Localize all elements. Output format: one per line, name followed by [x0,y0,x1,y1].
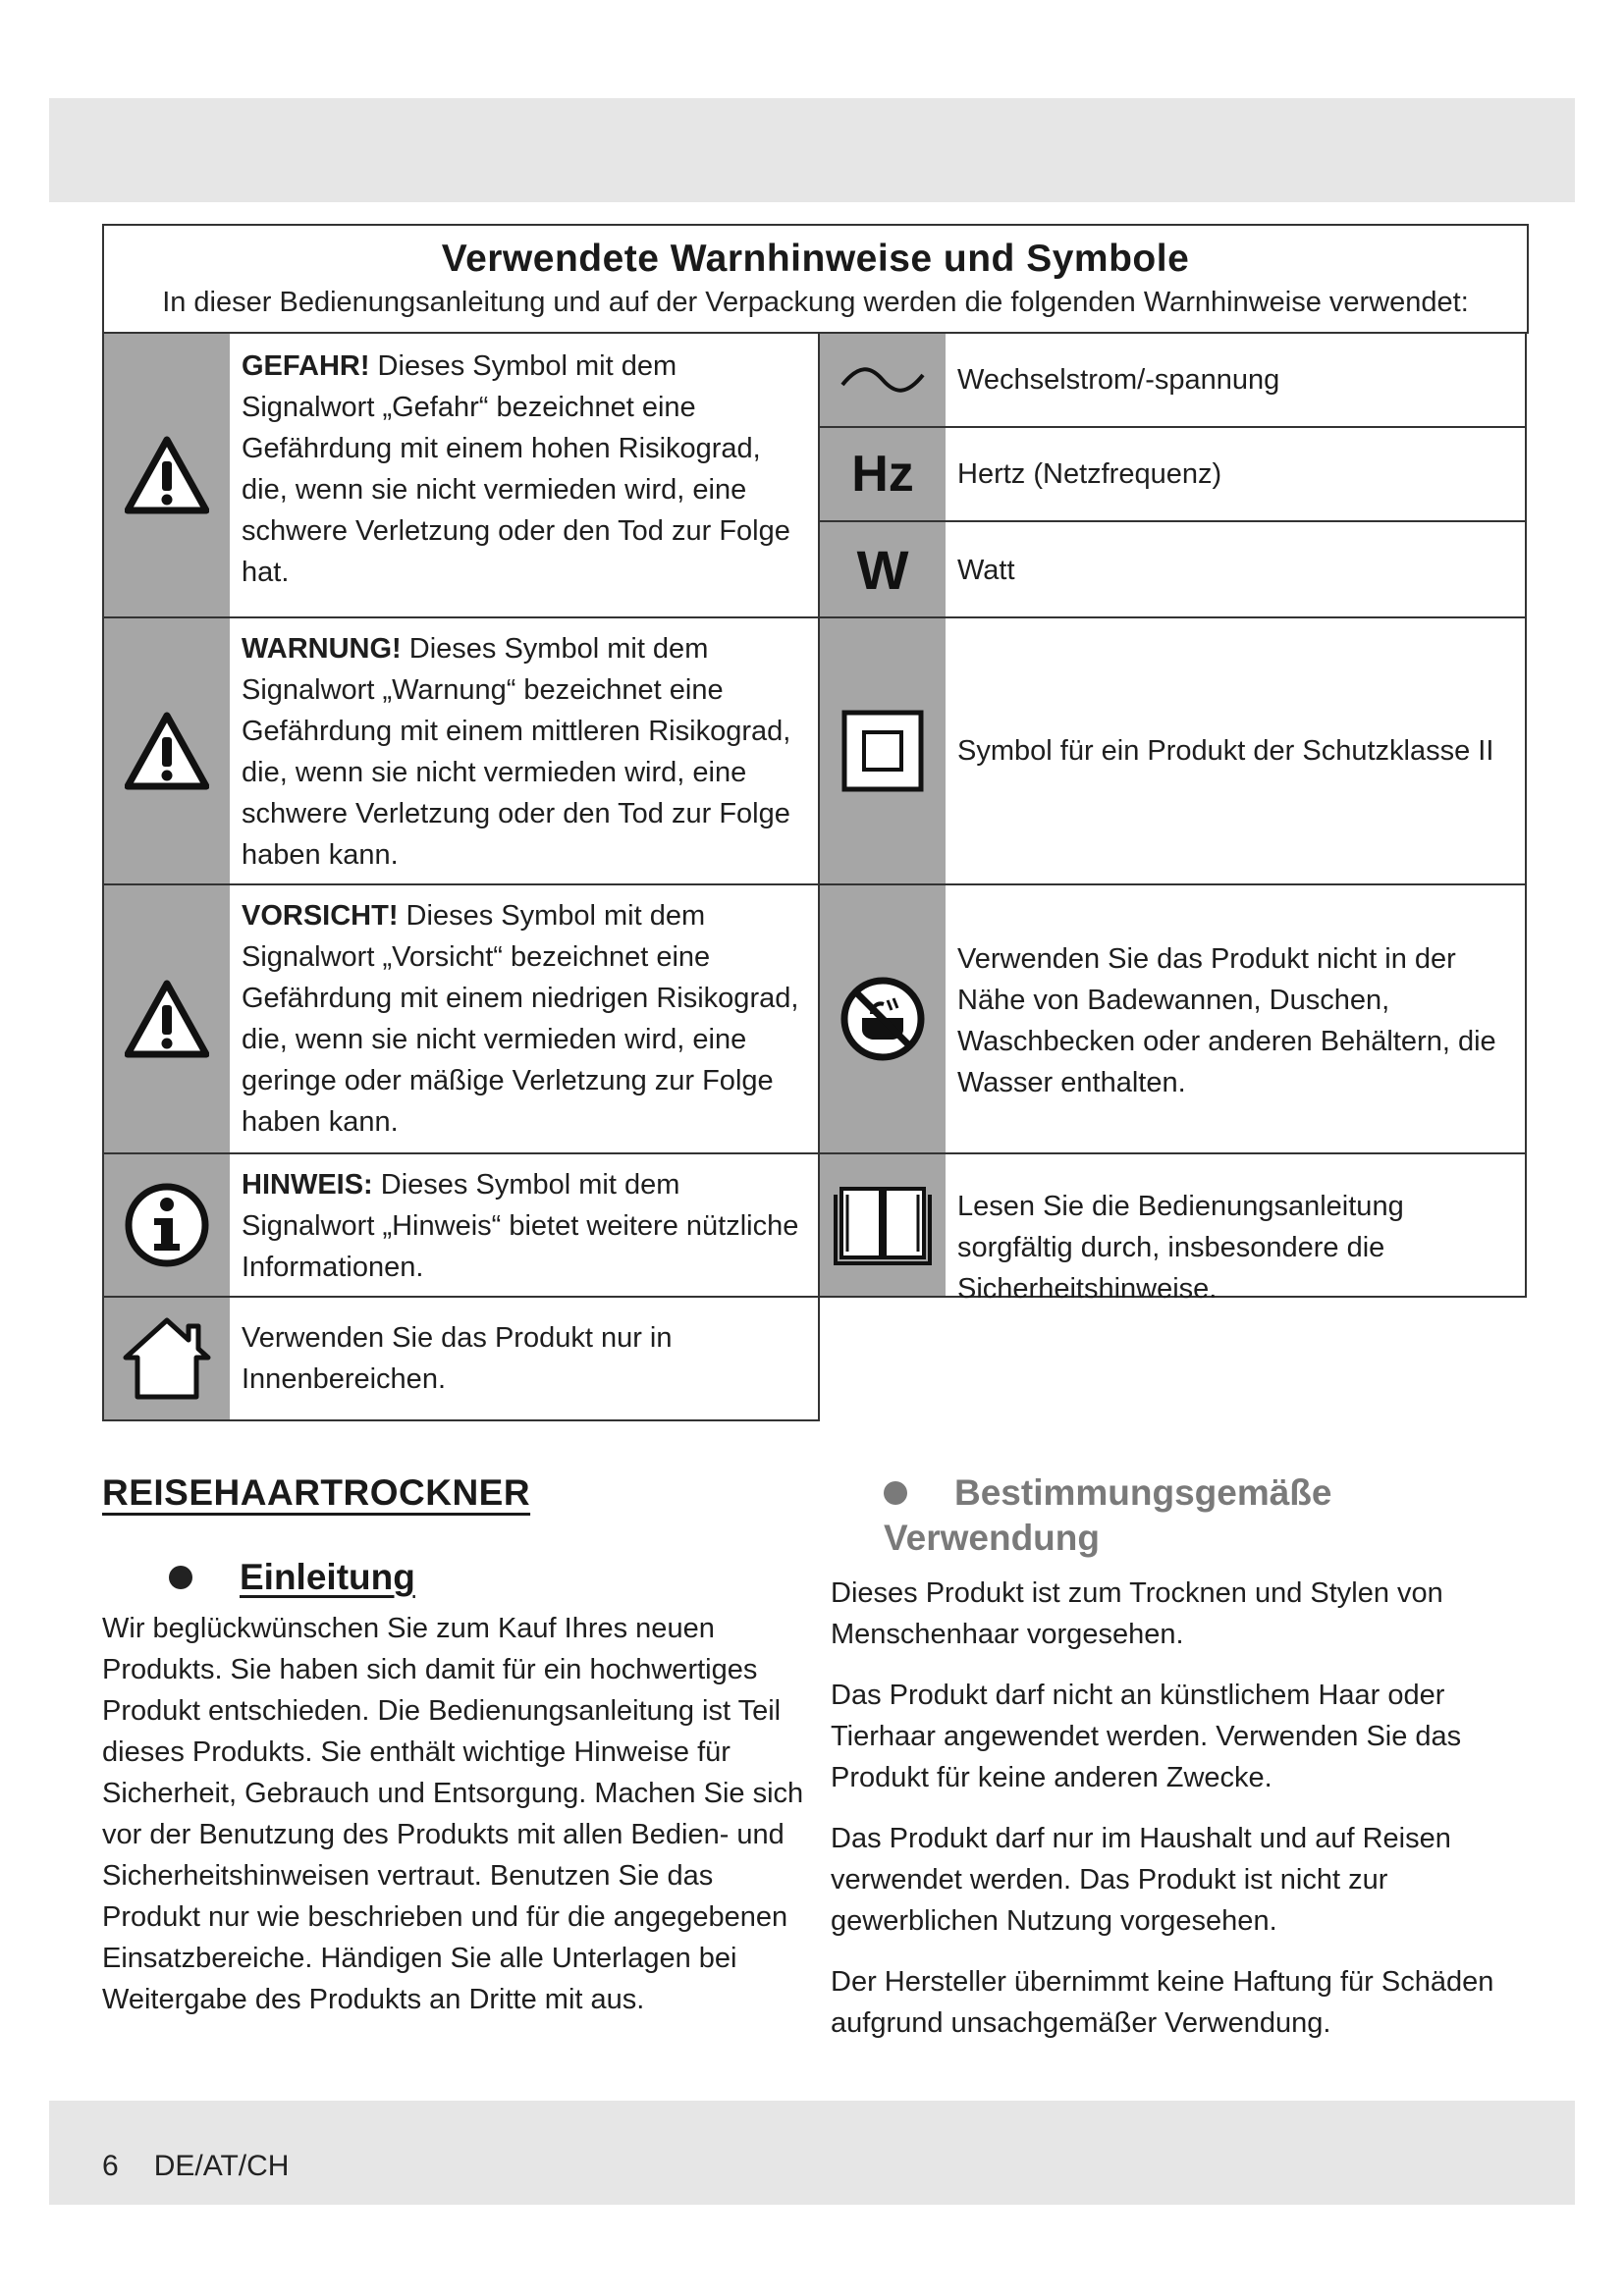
table-cell-hz [818,426,1527,522]
cell-text: VORSICHT! Dieses Symbol mit dem Signalwort „Vorsicht“ bezeichnet eine Gefährdung mit einem niedrigen Risikograd, die, wenn sie nicht vermieden wird, eine geringe oder mäßige Verletzung zur Folge haben kann. [242,900,799,1138]
footer [102,2150,324,2183]
cell-text: Watt [957,555,1015,586]
table-cell-watt [818,520,1527,618]
page-number: 6 [102,2150,119,2182]
bullet-icon [169,1566,192,1589]
cell-text: Verwenden Sie das Produkt nicht in der Nähe von Badewannen, Duschen, Waschbecken oder anderen Behältern, die Wasser enthalten. [957,943,1496,1098]
cell-text: Lesen Sie die Bedienungsanleitung sorgfältig durch, insbesondere die Sicherheitshinweise. [957,1191,1404,1305]
table-cell-warnung [102,616,820,885]
usage-paragraph: Das Produkt darf nur im Haushalt und auf Reisen verwendet werden. Das Produkt ist nicht zur gewerblichen Nutzung vorgesehen. [831,1823,1451,1937]
read-manual-icon [820,1154,946,1296]
warning-triangle-icon [104,618,230,883]
header-band [49,98,1575,202]
table-cell-ac [818,332,1527,428]
hz-icon [820,428,946,520]
left-column [102,1472,804,2020]
table-cell-innen [102,1296,820,1421]
bullet-icon [884,1481,907,1505]
table-cell-hinweis [102,1152,820,1298]
table-cell-vorsicht [102,883,820,1154]
usage-paragraph: Das Produkt darf nicht an künstlichem Haar oder Tierhaar angewendet werden. Verwenden Sie das Produkt für keine anderen Zwecke. [831,1680,1462,1793]
cell-text: GEFAHR! Dieses Symbol mit dem Signalwort „Gefahr“ bezeichnet eine Gefährdung mit einem hohen Risikograd, die, wenn sie nicht vermieden wird, eine schwere Verletzung oder den Tod zur Folge hat. [242,350,790,588]
section-heading-einleitung: Einleitung [169,1557,804,1598]
right-column [831,1472,1538,2044]
cell-text: HINWEIS: Dieses Symbol mit dem Signalwort „Hinweis“ bietet weitere nützliche Informationen. [242,1169,799,1283]
watt-symbol: W [856,538,909,601]
intro-paragraph: Wir beglückwünschen Sie zum Kauf Ihres neuen Produkts. Sie haben sich damit für ein hochwertiges Produkt entschieden. Die Bedienungsanleitung ist Teil dieses Produkts. Sie enthält wichtige Hinweise für Sicherheit, Gebrauch und Entsorgung. Machen Sie sich vor der Benutzung des Produkts mit allen Bedien- und Sicherheitshinweisen vertraut. Benutzen Sie das Produkt nur wie beschrieben und für die angegebenen Einsatzbereiche. Händigen Sie alle Unterlagen bei Weitergabe des Produkts an Dritte mit aus. [102,1613,804,2015]
usage-paragraph: Dieses Produkt ist zum Trocknen und Stylen von Menschenhaar vorgesehen. [831,1577,1443,1650]
cell-text: WARNUNG! Dieses Symbol mit dem Signalwort „Warnung“ bezeichnet eine Gefährdung mit einem mittleren Risikograd, die, wenn sie nicht vermieden wird, eine schwere Verletzung oder den Tod zur Folge haben kann. [242,633,791,871]
hz-symbol: Hz [851,446,914,503]
table-header [102,224,1529,334]
cell-text: Verwenden Sie das Produkt nur in Innenbereichen. [242,1322,673,1395]
no-bathtub-icon [820,885,946,1152]
alternating-current-icon [820,334,946,426]
warning-triangle-icon [104,334,230,616]
cell-text: Wechselstrom/-spannung [957,364,1280,396]
table-title: Verwendete Warnhinweise und Symbole [441,238,1190,280]
table-subtitle: In dieser Bedienungsanleitung und auf der Verpackung werden die folgenden Warnhinweise verwendet: [162,287,1469,318]
house-icon [104,1298,230,1419]
table-cell-wasser [818,883,1527,1154]
table-cell-gefahr [102,332,820,618]
warning-triangle-icon [104,885,230,1152]
table-cell-anleitung [818,1152,1527,1305]
country-codes: DE/AT/CH [153,2150,290,2182]
info-icon [104,1154,230,1296]
usage-paragraph: Der Hersteller übernimmt keine Haftung für Schäden aufgrund unsachgemäßer Verwendung. [831,1966,1494,2039]
cell-text: Hertz (Netzfrequenz) [957,458,1222,490]
cell-text: Symbol für ein Produkt der Schutzklasse II [957,735,1494,767]
protection-class-2-icon [820,618,946,883]
table-cell-schutzklasse [818,616,1527,885]
section-heading-verwendung: Bestimmungsgemäße Verwendung [884,1472,1332,1558]
page-title: REISEHAARTROCKNER [102,1472,531,1513]
watt-icon [820,522,946,616]
